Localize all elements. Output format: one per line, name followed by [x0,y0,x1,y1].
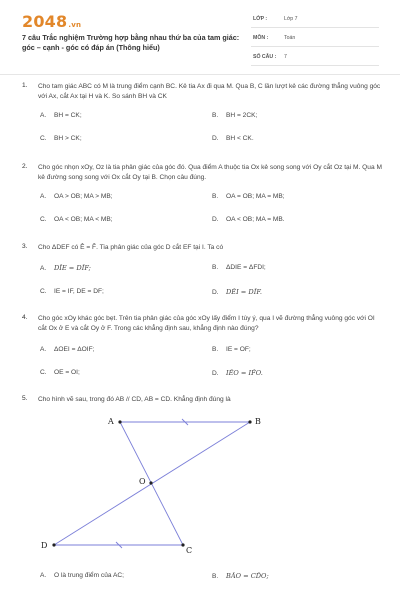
label-d: D [41,541,48,550]
option-b[interactable] [212,264,266,271]
option-letter: A. [40,112,47,119]
option-text: IÊO = IF̂O. [226,369,263,377]
option-b[interactable] [212,112,257,119]
option-text: O là trung điểm của AC; [54,572,125,579]
point-d [52,543,55,546]
question-number: 2. [22,163,28,170]
option-letter: A. [40,572,47,579]
option-d[interactable] [212,288,262,296]
option-b[interactable] [212,572,269,580]
option-text: DÊI = DÎF. [226,288,262,296]
option-text: IE = IF, DE = DF; [54,288,104,295]
logo-suffix: .vn [68,21,82,29]
option-text: IE = OF; [226,346,251,353]
option-text: ΔDIE = ΔFDI; [226,264,266,271]
point-c [181,543,184,546]
option-text: BH > CK; [54,135,82,142]
label-a: A [108,417,114,426]
option-text: OA > OB; MA > MB; [54,193,113,200]
meta-subject [251,33,379,47]
question-number: 4. [22,314,28,321]
meta-label: SỐ CÂU : [253,54,277,60]
option-letter: B. [212,346,219,353]
meta-label: MÔN : [253,35,269,41]
option-text: OA = OB; MA = MB; [226,193,285,200]
option-d[interactable] [212,216,285,223]
option-c[interactable] [40,216,113,223]
document-title: 7 câu Trắc nghiệm Trường hợp bằng nhau thứ ba của tam giác: góc – cạnh - góc có đáp án (Thông hiểu) [22,33,240,52]
label-o: O [139,477,146,486]
geometry-figure [36,407,286,557]
option-a[interactable] [40,346,95,353]
question-number: 5. [22,395,28,402]
page-header [0,0,400,70]
option-b[interactable] [212,346,251,353]
question-text: Cho tam giác ABC có M là trung điểm cạnh BC. Kẻ tia Ax đi qua M. Qua B, C lần lượt kẻ các đường thẳng vuông góc với Ax, cắt Ax tại H và K. So sánh BH và CK [38,83,381,100]
option-a[interactable] [40,572,124,579]
option-letter: B. [212,112,219,119]
option-letter: D. [212,370,219,377]
option-text: BH = 2CK; [226,112,258,119]
option-text: BH < CK. [226,135,254,142]
option-text: OA < OB; MA = MB. [226,216,285,223]
question-number: 1. [22,82,28,89]
question-number: 3. [22,243,28,250]
option-c[interactable] [40,369,80,376]
point-a [118,420,121,423]
option-d[interactable] [212,369,263,377]
option-text: BH = CK; [54,112,82,119]
option-text: ΔOEI = ΔOIF; [54,346,95,353]
option-b[interactable] [212,193,285,200]
option-letter: C. [40,216,47,223]
meta-value: Lớp 7 [284,16,298,22]
option-letter: A. [40,193,47,200]
option-c[interactable] [40,135,82,142]
option-letter: A. [40,346,47,353]
option-letter: A. [40,265,47,272]
option-a[interactable] [40,264,91,272]
option-text: BÂO = CD̂O; [226,572,269,580]
label-b: B [255,417,261,426]
meta-question-count [251,52,379,66]
option-a[interactable] [40,193,113,200]
question-text: Cho ΔDEF có Ê = F̂. Tia phân giác của góc D cắt EF tại I. Ta có [38,244,224,251]
meta-label: LỚP : [253,16,268,22]
question-text: Cho góc nhọn xOy, Oz là tia phân giác của góc đó. Qua điểm A thuộc tia Ox kẻ song song với Oy cắt Oz tại M. Qua M kẻ đường song song với Ox cắt Oy tại B. Chọn câu đúng. [38,164,382,181]
option-letter: D. [212,216,219,223]
option-letter: B. [212,264,219,271]
point-o [149,481,152,484]
header-divider [0,74,400,75]
site-logo[interactable] [22,12,81,31]
meta-value: Toán [284,35,296,41]
question-text: Cho góc xOy khác góc bẹt. Trên tia phân giác của góc xOy lấy điểm I tùy ý, qua I vẽ đường thẳng vuông góc với OI cắt Ox ở E và cắt Oy ở F. Trong các khẳng định sau, khẳng định nào đúng? [38,315,375,332]
logo-text: 2048 [22,12,68,31]
point-b [248,420,251,423]
option-text: OE = OI; [54,369,80,376]
option-letter: C. [40,135,47,142]
label-c: C [186,546,193,555]
option-a[interactable] [40,112,82,119]
option-letter: B. [212,193,219,200]
meta-value: 7 [284,54,287,60]
meta-class [251,14,379,28]
option-text: OA < OB; MA < MB; [54,216,113,223]
document-meta [251,14,379,71]
option-letter: C. [40,369,47,376]
option-letter: B. [212,573,219,580]
option-letter: D. [212,135,219,142]
option-letter: D. [212,289,219,296]
option-c[interactable] [40,288,104,295]
question-text: Cho hình vẽ sau, trong đó AB // CD, AB = CD. Khẳng định đúng là [38,396,231,403]
option-letter: C. [40,288,47,295]
option-text: DÎE = DÎF; [54,264,91,272]
option-d[interactable] [212,135,254,142]
